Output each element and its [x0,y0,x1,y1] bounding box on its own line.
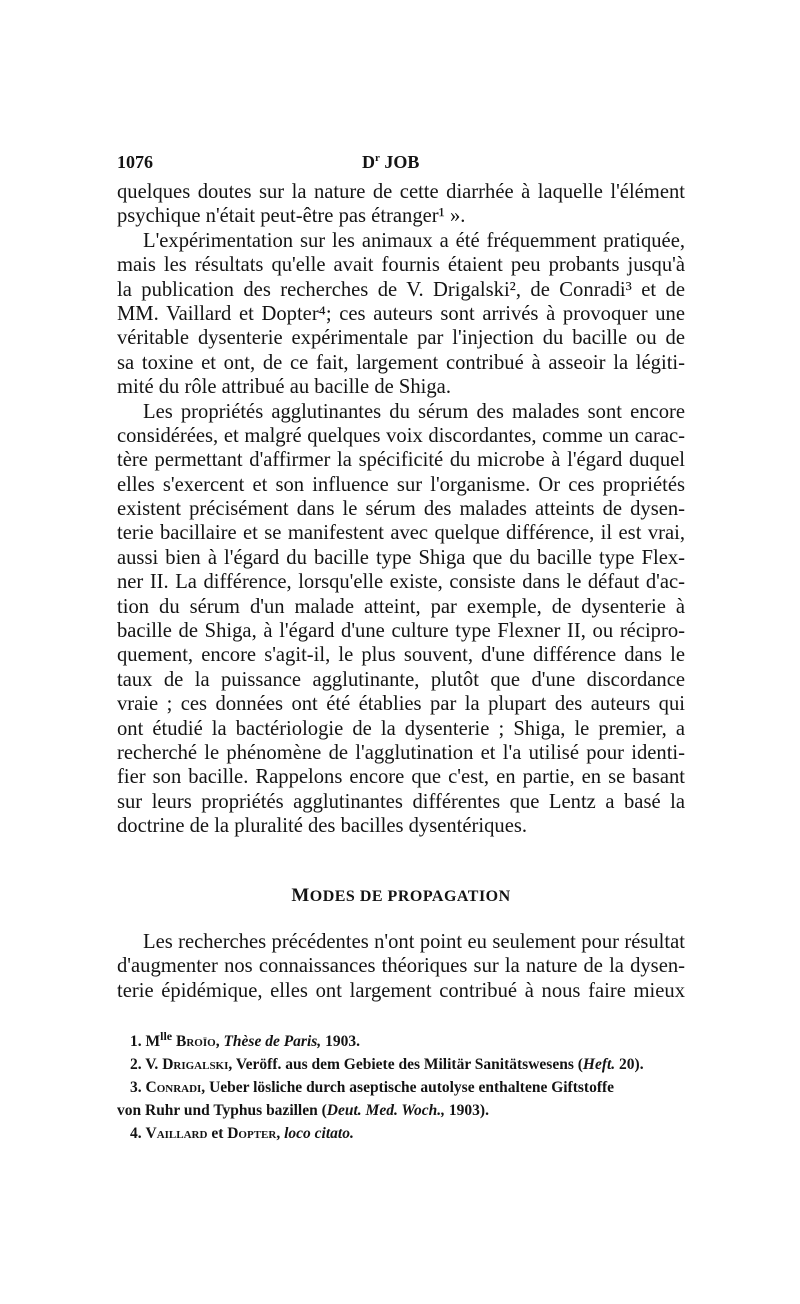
text-line: Les propriétés agglutinantes du sérum des malades sont encore [143,400,685,423]
text-line: ont étudié la bactériologie de la dysenterie ; Shiga, le premier, a [117,717,685,740]
footnote-2: 2. V. Drigalski, Veröff. aus dem Gebiete des Militär Sanitätswesens (Heft. 20). [130,1056,644,1073]
text-line: psychique n'était peut-être pas étranger¹ ». [117,205,466,228]
text-line: fier son bacille. Rappelons encore que c'est, en partie, en se basant [117,766,685,789]
footnote-1: 1. $M^{lle}$ Broïo, Thèse de Paris, 1903. [130,1028,360,1050]
text-line: véritable dysenterie expérimentale par l'injection du bacille ou de [117,327,685,350]
text-line: vraie ; ces données ont été établies par la plupart des auteurs qui [117,693,685,716]
paragraph-4 [117,930,685,1003]
text-line: aussi bien à l'égard du bacille type Shiga que du bacille type Flex- [117,546,685,569]
text-line: doctrine de la pluralité des bacilles dysentériques. [117,815,528,838]
text-line: quelques doutes sur la nature de cette diarrhée à laquelle l'élément [117,181,685,203]
paragraph-3 [117,400,685,839]
section-heading: MODES DE PROPAGATION [291,885,511,906]
footnote-3-continuation: von Ruhr und Typhus bazillen (Deut. Med. Woch., 1903). [117,1102,489,1119]
text-line: taux de la puissance agglutinante, plutôt que d'une discordance [117,668,685,691]
text-line: tère permettant d'affirmer la spécificité du microbe à l'égard duquel [117,449,685,472]
text-line: L'expérimentation sur les animaux a été fréquemment pratiquée, [143,229,685,252]
paragraph-1 [117,180,685,229]
text-line: terie bacillaire et se manifestent avec quelque différence, il est vrai, [117,522,685,545]
text-line: MM. Vaillard et Dopter⁴; ces auteurs sont arrivés à provoquer une [117,302,685,325]
text-line: considérées, et malgré quelques voix discordantes, comme un carac- [117,424,685,447]
text-line: existent précisément dans le sérum des malades atteints de dysen- [117,498,685,521]
main-text [117,180,685,839]
footnote-3: 3. Conradi, Ueber lösliche durch aseptische autolyse enthaltene Giftstoffe [130,1079,615,1096]
text-line: d'augmenter nos connaissances théoriques sur la nature de la dysen- [117,955,685,978]
text-line: la publication des recherches de V. Drigalski², de Conradi³ et de [117,278,685,301]
footnote-4: 4. Vaillard et Dopter, loco citato. [130,1125,354,1142]
text-line: bacille de Shiga, à l'égard d'une culture type Flexner II, ou récipro- [117,620,685,643]
text-line: Les recherches précédentes n'ont point eu seulement pour résultat [143,931,685,953]
text-line: tion du sérum d'un malade atteint, par exemple, de dysenterie à [117,595,685,618]
text-line: ner II. La différence, lorsqu'elle existe, consiste dans le défaut d'ac- [117,571,685,594]
text-line: mais les résultats qu'elle avait fournis étaient peu probants jusqu'à [117,254,685,277]
text-line: mité du rôle attribué au bacille de Shiga. [117,376,451,399]
text-line: sa toxine et ont, de ce fait, largement contribué à asseoir la légiti- [117,351,685,374]
text-line: quement, encore s'agit-il, le plus souvent, d'une différence dans le [117,644,685,667]
page-header [117,152,685,176]
text-line: sur leurs propriétés agglutinantes différentes que Lentz a basé la [117,790,685,813]
text-line: terie épidémique, elles ont largement contribué à nous faire mieux [117,979,685,1002]
text-line: elles s'exercent et son influence sur l'organisme. Or ces propriétés [117,473,685,496]
page-number: 1076 [117,152,153,172]
footnotes [117,1030,692,1145]
running-head: $D^r$ JOB [362,152,420,172]
paragraph-2 [117,229,685,400]
text-line: recherché le phénomène de l'agglutination et l'a utilisé pour identi- [117,741,685,764]
